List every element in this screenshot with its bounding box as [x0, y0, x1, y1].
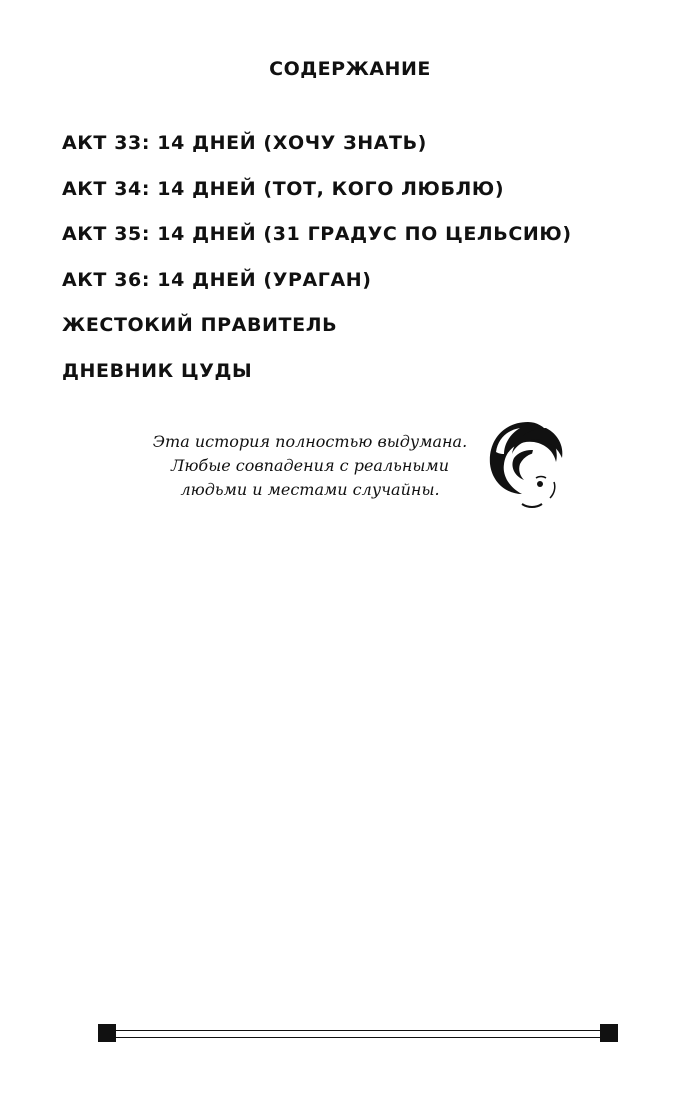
disclaimer-line-1: Эта история полностью выдумана.	[152, 432, 468, 451]
disclaimer-line-3: людьми и местами случайны.	[180, 480, 440, 499]
black-square-icon	[98, 1024, 116, 1042]
toc-item-tsuda-diary[interactable]: ДНЕВНИК ЦУДЫ	[62, 359, 253, 382]
toc-item-act-34[interactable]: АКТ 34: 14 ДНЕЙ (ТОТ, КОГО ЛЮБЛЮ)	[62, 177, 505, 200]
toc-item-act-36[interactable]: АКТ 36: 14 ДНЕЙ (УРАГАН)	[62, 268, 372, 291]
black-square-icon	[600, 1024, 618, 1042]
disclaimer-line-2: Любые совпадения с реальными	[170, 456, 449, 475]
page-title: СОДЕРЖАНИЕ	[269, 58, 431, 80]
footer-divider	[98, 1022, 618, 1044]
toc-item-act-33[interactable]: АКТ 33: 14 ДНЕЙ (ХОЧУ ЗНАТЬ)	[62, 132, 427, 154]
disclaimer-text	[140, 430, 480, 502]
swirl-face-logo-icon	[484, 418, 568, 514]
double-rule-lines	[116, 1030, 600, 1038]
table-of-contents	[62, 128, 572, 401]
toc-item-act-35[interactable]: АКТ 35: 14 ДНЕЙ (31 ГРАДУС ПО ЦЕЛЬСИЮ)	[62, 223, 572, 245]
toc-item-cruel-ruler[interactable]: ЖЕСТОКИЙ ПРАВИТЕЛЬ	[62, 314, 338, 336]
